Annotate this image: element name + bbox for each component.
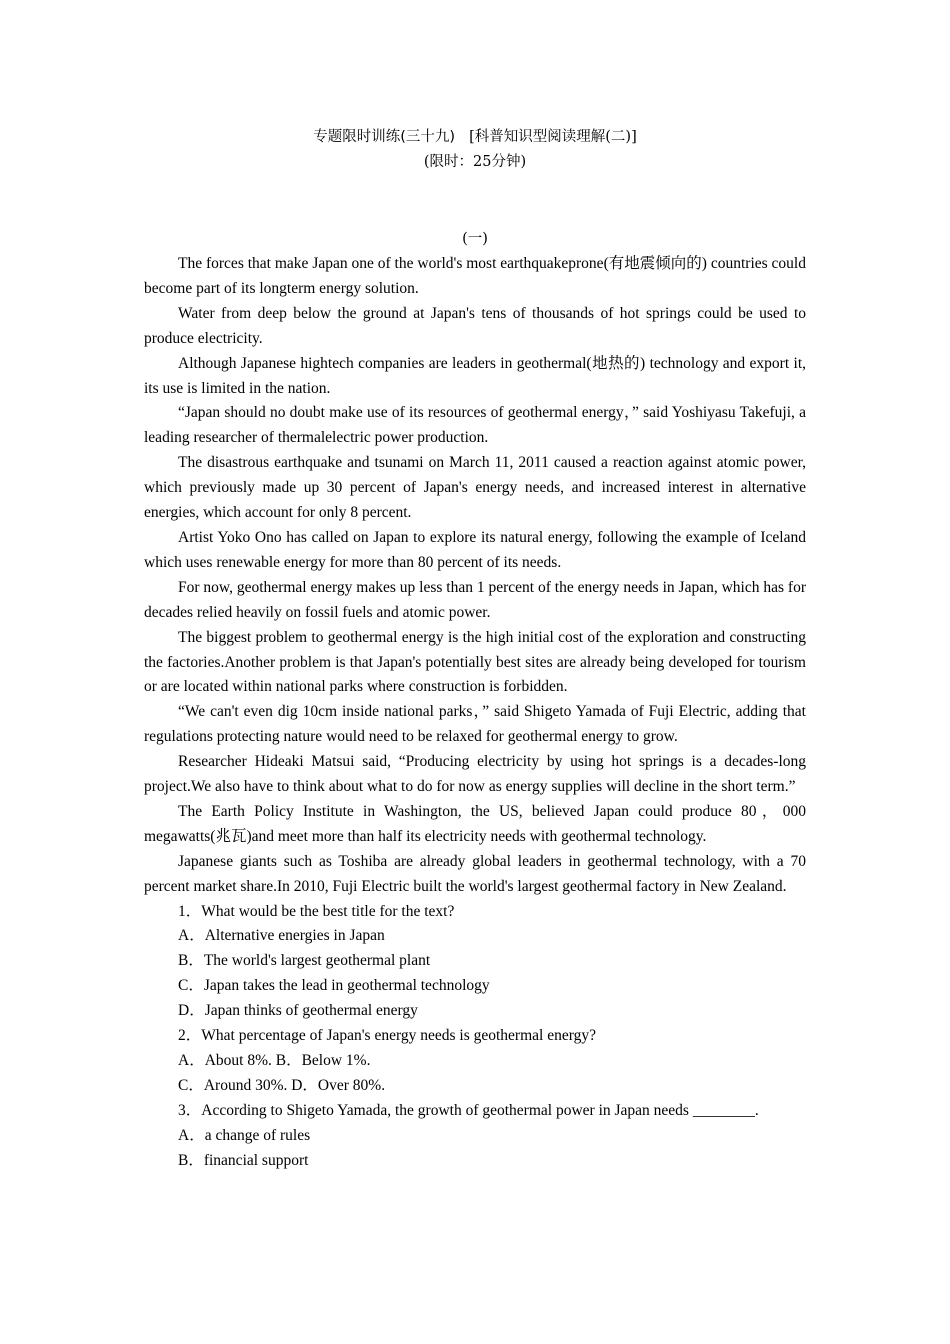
question-2-options-ab: A．About 8%. B．Below 1%. bbox=[178, 1052, 371, 1069]
question-2-stem: 2．What percentage of Japan's energy needs is geothermal energy? bbox=[178, 1027, 596, 1045]
question-1-option-a: A．Alternative energies in Japan bbox=[178, 927, 385, 945]
document-page bbox=[144, 124, 806, 1174]
paragraph: Artist Yoko Ono has called on Japan to explore its natural energy, following the example of Iceland which uses renewable energy for more than 80 percent of its needs. bbox=[144, 528, 806, 571]
paragraph: For now, geothermal energy makes up less than 1 percent of the energy needs in Japan, which has for decades relied heavily on fossil fuels and atomic power. bbox=[144, 578, 806, 621]
question-1-option-c: C．Japan takes the lead in geothermal technology bbox=[178, 977, 490, 995]
paragraph: The forces that make Japan one of the world's most earthquakeprone(有地震倾向的) countries could become part of its longterm energy solution. bbox=[144, 255, 806, 297]
document-title bbox=[144, 124, 806, 150]
paragraph: The biggest problem to geothermal energy is the high initial cost of the exploration and constructing the factories.Another problem is that Japan's potentially best sites are already being developed for tourism or are located within national parks where construction is forbidden. bbox=[144, 628, 806, 696]
question-1-option-b: B．The world's largest geothermal plant bbox=[178, 952, 431, 970]
paragraph: “Japan should no doubt make use of its resources of geothermal energy，” said Yoshiyasu Takefuji, a leading researcher of thermalelectric power production. bbox=[144, 404, 806, 447]
paragraph: Water from deep below the ground at Japan's tens of thousands of hot springs could be used to produce electricity. bbox=[144, 304, 806, 347]
time-limit: (限时：25分钟) bbox=[423, 154, 527, 170]
question-3-option-b: B．financial support bbox=[178, 1151, 309, 1169]
paragraph: The Earth Policy Institute in Washington, the US, believed Japan could produce 80，000 megawatts(兆瓦)and meet more than half its electricity needs with geothermal technology. bbox=[144, 802, 806, 845]
title-main: 专题限时训练(三十九) bbox=[313, 129, 456, 145]
question-2-options-cd: C．Around 30%. D．Over 80%. bbox=[178, 1076, 386, 1094]
question-3-stem: 3．According to Shigeto Yamada, the growth of geothermal power in Japan needs ________. bbox=[178, 1101, 759, 1119]
question-1-stem: 1．What would be the best title for the text? bbox=[178, 902, 455, 920]
question-3-option-a: A．a change of rules bbox=[178, 1126, 311, 1144]
passage bbox=[144, 252, 806, 900]
title-topic: [科普知识型阅读理解(二)] bbox=[469, 129, 637, 145]
paragraph: The disastrous earthquake and tsunami on March 11, 2011 caused a reaction against atomic power, which previously made up 30 percent of Japan's energy needs, and increased interest in alternative energies, which account for only 8 percent. bbox=[144, 454, 806, 522]
questions bbox=[144, 900, 806, 1174]
paragraph: “We can't even dig 10cm inside national parks，” said Shigeto Yamada of Fuji Electric, adding that regulations protecting nature would need to be relaxed for geothermal energy to grow. bbox=[144, 703, 806, 746]
section-label: (一) bbox=[462, 231, 488, 247]
paragraph: Researcher Hideaki Matsui said, “Producing electricity by using hot springs is a decades-long project.We also have to think about what to do for now as energy supplies will decline in the short term.” bbox=[144, 753, 806, 796]
paragraph: Japanese giants such as Toshiba are already global leaders in geothermal technology, with a 70 percent market share.In 2010, Fuji Electric built the world's largest geothermal factory in New Zealand. bbox=[144, 852, 806, 895]
paragraph: Although Japanese hightech companies are leaders in geothermal(地热的) technology and export it, its use is limited in the nation. bbox=[144, 354, 806, 397]
question-1-option-d: D．Japan thinks of geothermal energy bbox=[178, 1002, 418, 1020]
